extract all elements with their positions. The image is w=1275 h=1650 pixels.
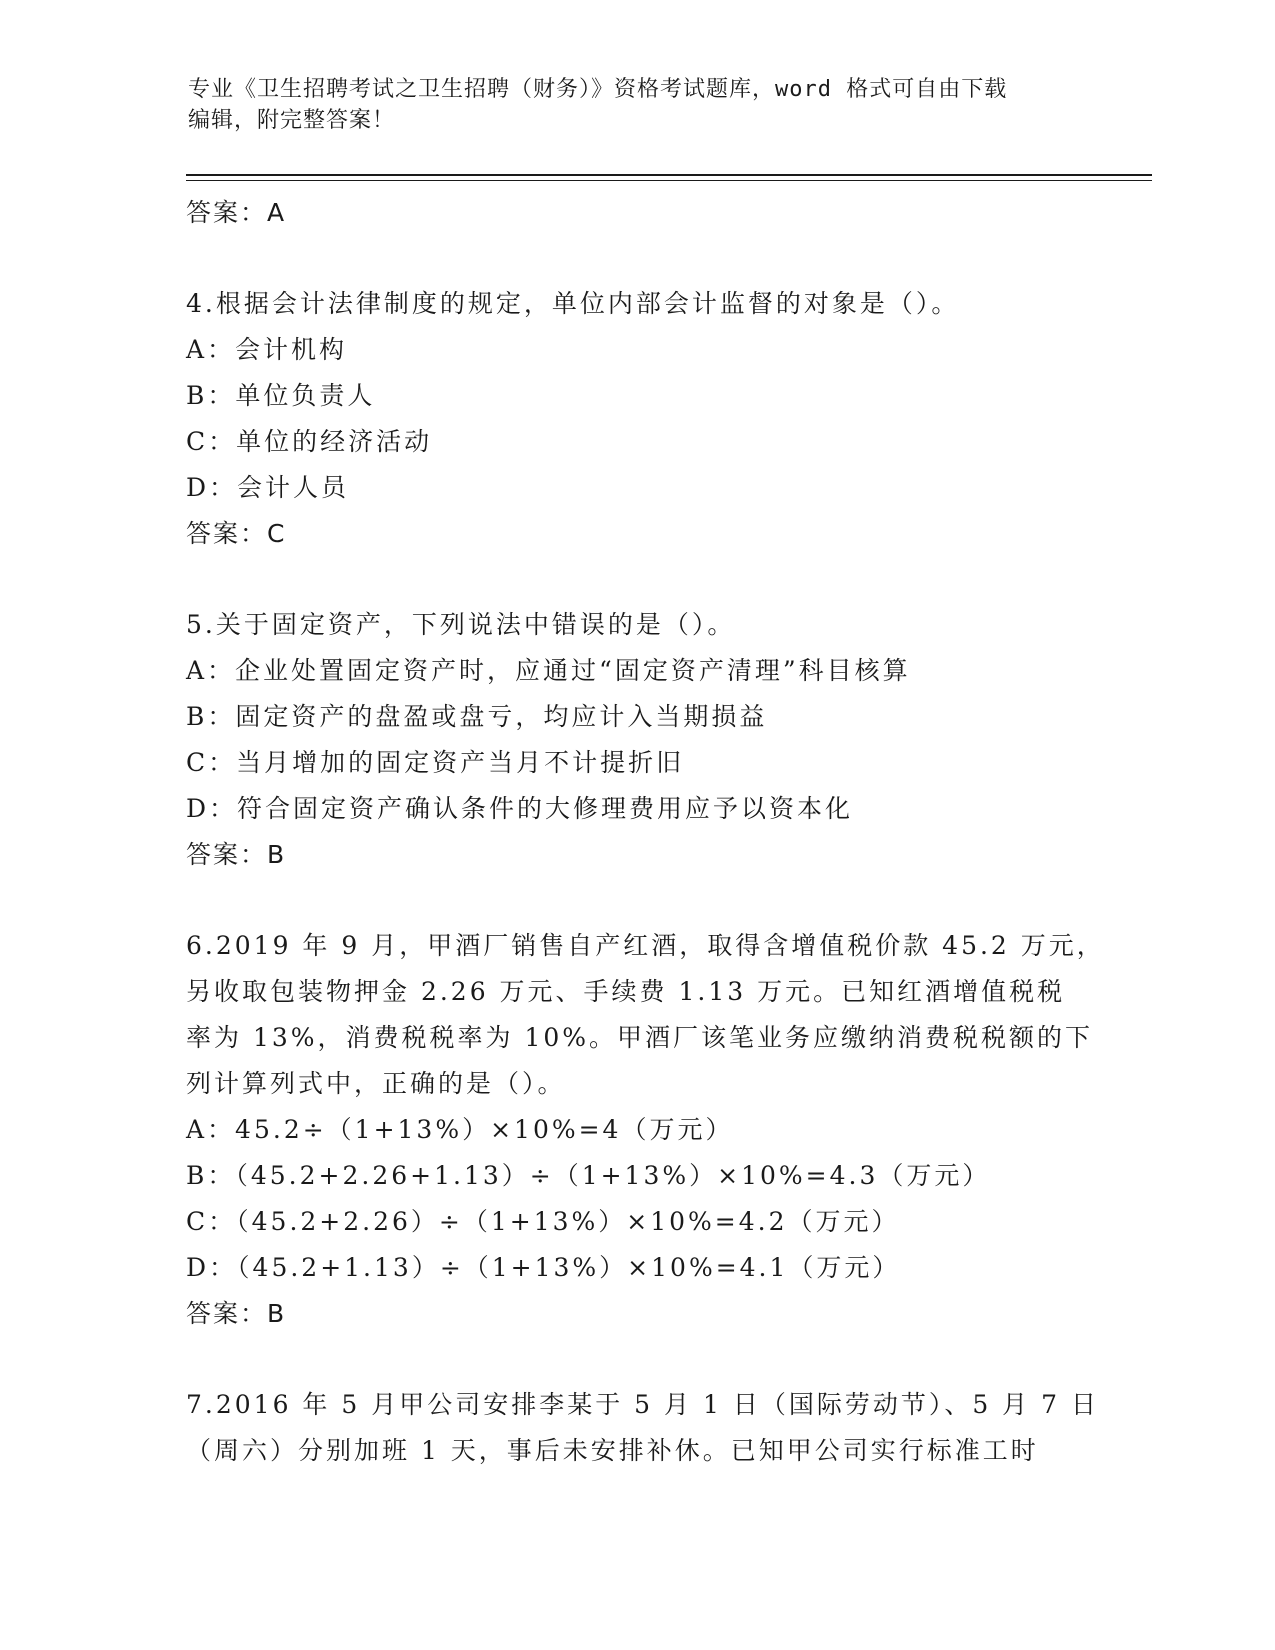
question-4 [186,281,1086,557]
option-b: B：（45.2+2.26+1.13）÷（1+13%）×10%=4.3（万元） [186,1161,991,1190]
option-c: C：（45.2+2.26）÷（1+13%）×10%=4.2（万元） [186,1207,900,1236]
question-5 [186,602,1086,878]
spacer [186,557,1086,602]
option-b: B：单位负责人 [186,381,376,410]
spacer [186,1337,1086,1382]
option-b: B：固定资产的盘盈或盘亏，均应计入当期损益 [186,702,768,731]
answer: 答案：B [186,840,287,869]
question-7 [186,1382,1099,1474]
answer: 答案：B [186,1299,287,1328]
question-stem-line-2: 另收取包装物押金 2.26 万元、手续费 1.13 万元。已知红酒增值税税 [186,977,1066,1006]
option-a: A：45.2÷（1+13%）×10%=4（万元） [186,1115,734,1144]
option-d: D：（45.2+1.13）÷（1+13%）×10%=4.1（万元） [186,1253,901,1282]
option-d: D：符合固定资产确认条件的大修理费用应予以资本化 [186,794,854,823]
answer: 答案：C [186,519,287,548]
question-stem: 5.关于固定资产，下列说法中错误的是（）。 [186,610,736,639]
question-stem-line-3: 率为 13%，消费税税率为 10%。甲酒厂该笔业务应缴纳消费税税额的下 [186,1023,1094,1052]
question-stem-line-2: （周六）分别加班 1 天，事后未安排补休。已知甲公司实行标准工时 [186,1436,1039,1465]
header-line-1: 专业《卫生招聘考试之卫生招聘（财务）》资格考试题库，word 格式可自由下载 [188,77,1008,102]
question-6 [186,923,1105,1337]
question-stem-line-4: 列计算列式中，正确的是（）。 [186,1069,566,1098]
spacer [186,236,1086,281]
header-rule-thin [186,180,1152,181]
header-rule-thick [186,174,1152,176]
option-c: C：当月增加的固定资产当月不计提折旧 [186,748,685,777]
question-stem: 4.根据会计法律制度的规定，单位内部会计监督的对象是（）。 [186,289,960,318]
question-stem-line-1: 6.2019 年 9 月，甲酒厂销售自产红酒，取得含增值税价款 45.2 万元， [186,931,1105,960]
previous-answer: 答案：A [186,198,287,227]
document-header [188,74,1068,136]
option-a: A：企业处置固定资产时，应通过“固定资产清理”科目核算 [186,656,911,685]
option-a: A：会计机构 [186,335,348,364]
header-line-2: 编辑，附完整答案！ [188,108,396,133]
spacer [186,878,1086,923]
question-stem-line-1: 7.2016 年 5 月甲公司安排李某于 5 月 1 日（国际劳动节）、5 月 7 日 [186,1390,1099,1419]
question-content [186,190,1105,1474]
option-c: C：单位的经济活动 [186,427,433,456]
option-d: D：会计人员 [186,473,350,502]
